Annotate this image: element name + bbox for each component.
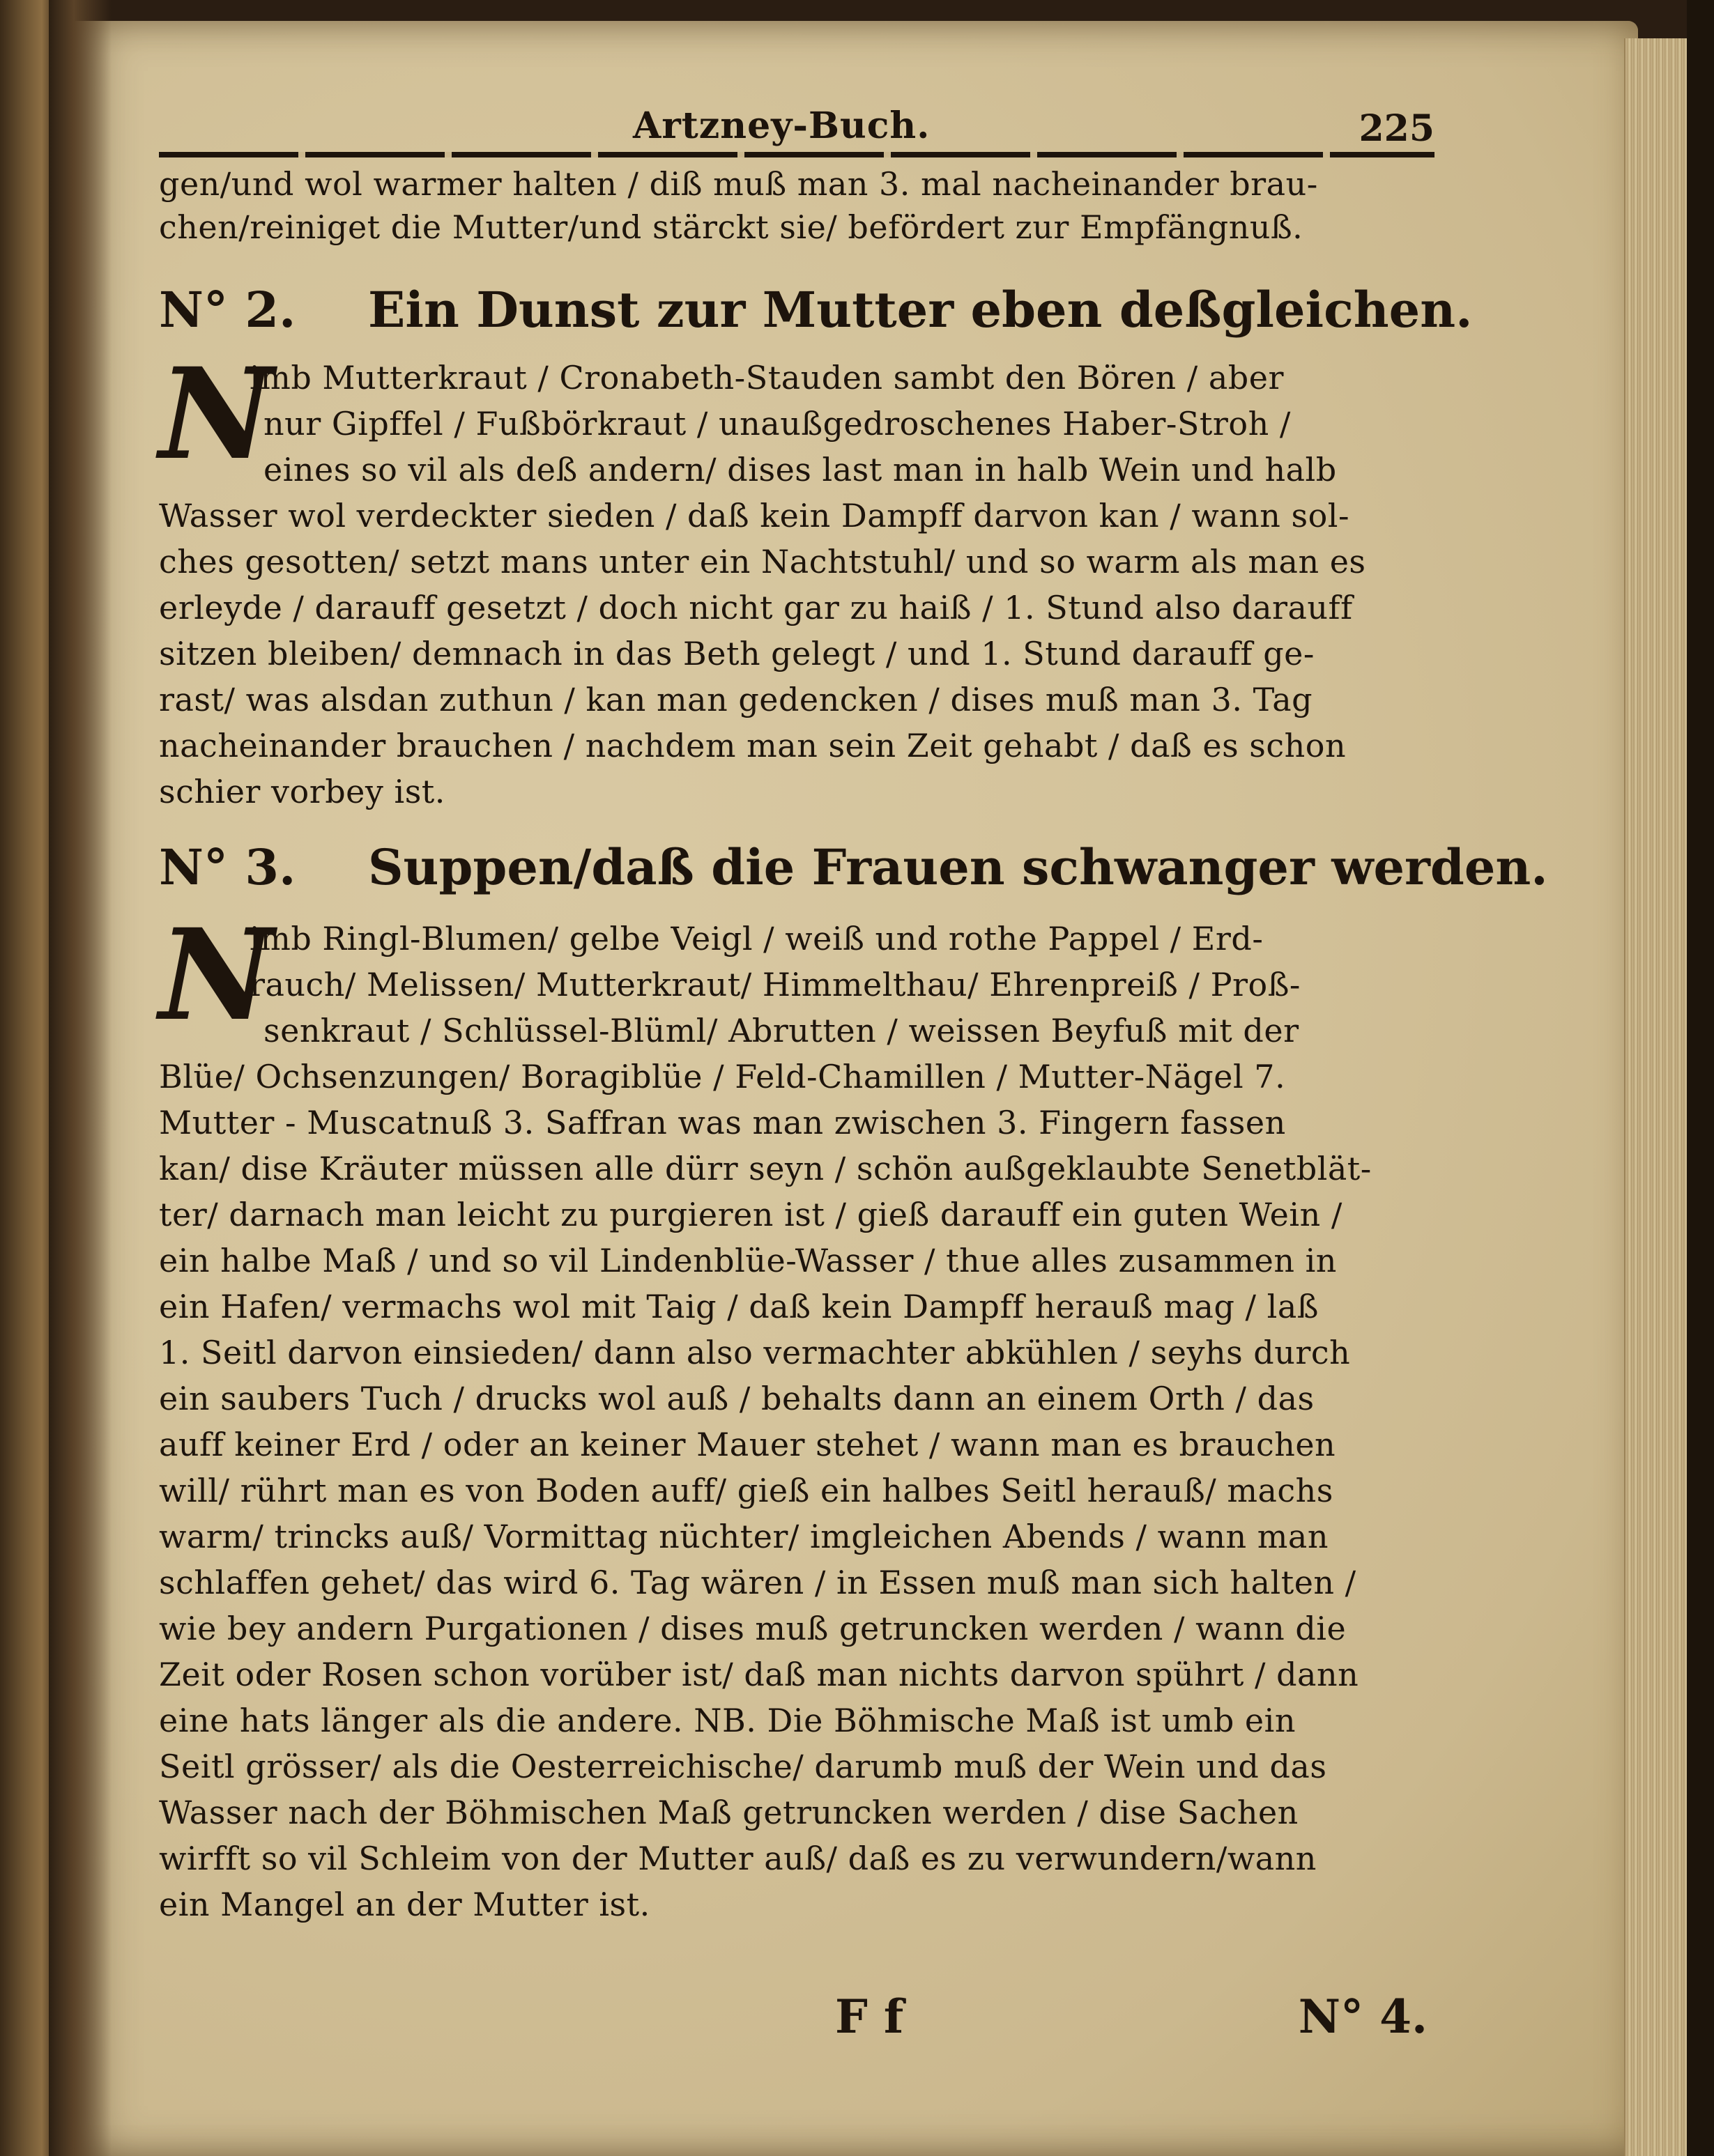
section-2-heading — [159, 279, 1473, 348]
text-line: rauch/ Melissen/ Mutterkraut/ Himmelthau/ Ehrenpreiß / Proß- — [250, 966, 1301, 1003]
page-number: 225 — [1359, 107, 1434, 150]
text-line: 1. Seitl darvon einsieden/ dann also vermachter abkühlen / seyhs durch — [159, 1334, 1351, 1371]
text-line: kan/ dise Kräuter müssen alle dürr seyn / schön außgeklaubte Senetblät- — [159, 1150, 1372, 1187]
text-line: senkraut / Schlüssel-Blüml/ Abrutten / weissen Beyfuß mit der — [263, 1012, 1299, 1049]
text-line: ter/ darnach man leicht zu purgieren ist / gieß darauff ein guten Wein / — [159, 1196, 1342, 1233]
text-line: auff keiner Erd / oder an keiner Mauer stehet / wann man es brauchen — [159, 1426, 1336, 1463]
text-line: wie bey andern Purgationen / dises muß getruncken werden / wann die — [159, 1610, 1347, 1647]
text-line: warm/ trincks auß/ Vormittag nüchter/ imgleichen Abends / wann man — [159, 1518, 1329, 1555]
text-line: gen/und wol warmer halten / diß muß man 3. mal nacheinander brau- — [159, 165, 1318, 203]
text-line: eines so vil als deß andern/ dises last man in halb Wein und halb — [263, 451, 1337, 488]
text-line: schlaffen gehet/ das wird 6. Tag wären / in Essen muß man sich halten / — [159, 1564, 1356, 1601]
text-line: imb Ringl-Blumen/ gelbe Veigl / weiß und rothe Pappel / Erd- — [250, 920, 1264, 957]
text-line: will/ rührt man es von Boden auff/ gieß ein halbes Seitl herauß/ machs — [159, 1472, 1333, 1509]
text-line: Wasser wol verdeckter sieden / daß kein Dampff darvon kan / wann sol- — [159, 497, 1350, 534]
text-line: Blüe/ Ochsenzungen/ Boragiblüe / Feld-Chamillen / Mutter-Nägel 7. — [159, 1058, 1286, 1095]
text-line: eine hats länger als die andere. NB. Die Böhmische Maß ist umb ein — [159, 1702, 1296, 1739]
text-line: ein saubers Tuch / drucks wol auß / behalts dann an einem Orth / das — [159, 1380, 1315, 1417]
signature-mark: F f — [835, 1989, 904, 2044]
text-line: schier vorbey ist. — [159, 773, 445, 810]
section-title: Ein Dunst zur Mutter eben deßgleichen. — [368, 281, 1473, 339]
section-3-body — [159, 902, 1434, 1962]
text-line: wirfft so vil Schleim von der Mutter auß/ daß es zu verwundern/wann — [159, 1840, 1317, 1877]
gutter-shadow — [49, 0, 112, 2156]
text-line: ein Mangel an der Mutter ist. — [159, 1886, 650, 1923]
page-footer — [159, 1989, 1434, 2045]
text-line: ches gesotten/ setzt mans unter ein Nachtstuhl/ und so warm als man es — [159, 543, 1366, 580]
text-line: Wasser nach der Böhmischen Maß getruncken werden / dise Sachen — [159, 1794, 1299, 1831]
intro-paragraph — [159, 162, 1434, 259]
text-line: Mutter - Muscatnuß 3. Saffran was man zwischen 3. Fingern fassen — [159, 1104, 1286, 1141]
background-right — [1687, 0, 1714, 2156]
section-2-body — [159, 341, 1434, 829]
running-head: Artzney-Buch. — [633, 105, 931, 147]
text-line: sitzen bleiben/ demnach in das Beth gelegt / und 1. Stund darauff ge- — [159, 635, 1315, 672]
text-line: imb Mutterkraut / Cronabeth-Stauden sambt den Bören / aber — [250, 359, 1284, 396]
text-line: rast/ was alsdan zuthun / kan man gedencken / dises muß man 3. Tag — [159, 681, 1313, 718]
catchword: N° 4. — [1298, 1989, 1428, 2044]
drop-cap: N — [159, 902, 274, 1049]
section-number: N° 2. — [159, 281, 296, 339]
text-line: erleyde / darauff gesetzt / doch nicht gar zu haiß / 1. Stund also darauff — [159, 589, 1353, 626]
text-line: ein Hafen/ vermachs wol mit Taig / daß kein Dampff herauß mag / laß — [159, 1288, 1319, 1325]
section-title: Suppen/daß die Frauen schwanger werden. — [368, 838, 1548, 896]
text-line: ein halbe Maß / und so vil Lindenblüe-Wasser / thue alles zusammen in — [159, 1242, 1337, 1279]
left-page-edge — [0, 0, 56, 2156]
section-number: N° 3. — [159, 838, 296, 896]
drop-cap: N — [159, 341, 274, 488]
text-line: nacheinander brauchen / nachdem man sein Zeit gehabt / daß es schon — [159, 727, 1347, 764]
header-rule — [159, 152, 1434, 157]
text-line: chen/reiniget die Mutter/und stärckt sie/ befördert zur Empfängnuß. — [159, 208, 1303, 246]
text-line: nur Gipffel / Fußbörkraut / unaußgedroschenes Haber-Stroh / — [263, 405, 1291, 442]
section-3-heading — [159, 836, 1548, 906]
text-line: Seitl grösser/ als die Oesterreichische/ darumb muß der Wein und das — [159, 1748, 1327, 1785]
text-line: Zeit oder Rosen schon vorüber ist/ daß man nichts darvon spührt / dann — [159, 1656, 1359, 1693]
page-header — [159, 99, 1434, 148]
